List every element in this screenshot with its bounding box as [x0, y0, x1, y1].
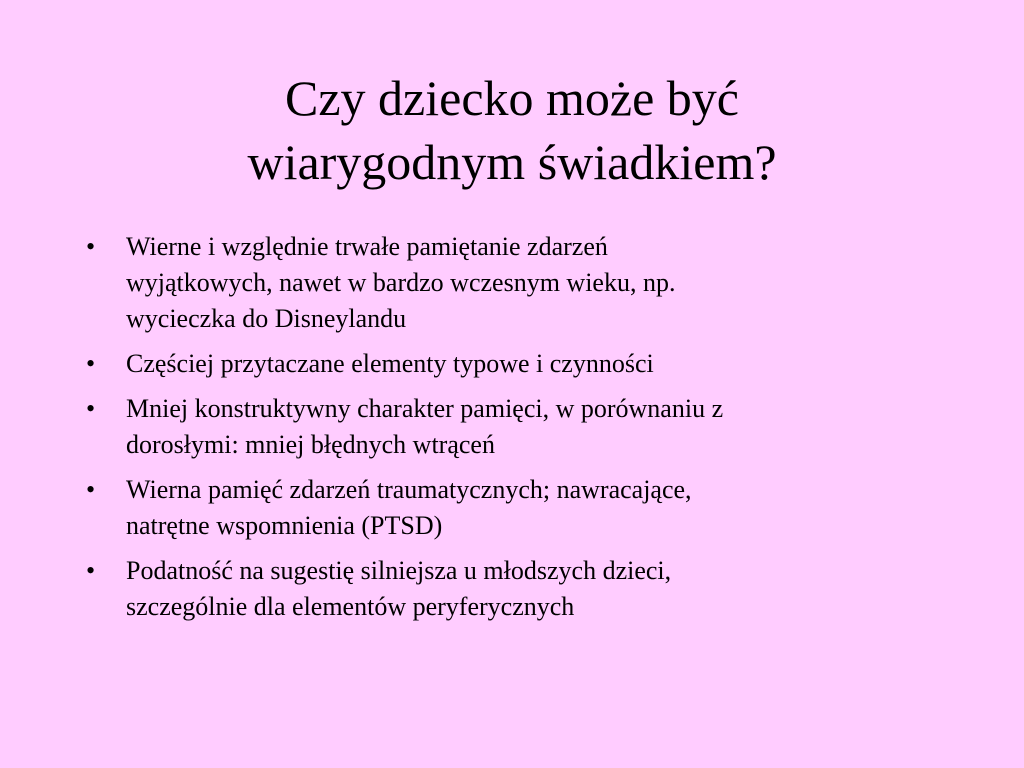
bullet-item-5 — [84, 553, 944, 625]
bullet-text-line: Podatność na sugestię silniejsza u młodszych dzieci, — [126, 556, 672, 585]
bullet-text-line: Wierne i względnie trwałe pamiętanie zdarzeń — [126, 232, 608, 261]
bullet-text-line: Wierna pamięć zdarzeń traumatycznych; nawracające, — [126, 475, 692, 504]
bullet-dot-icon: • — [86, 349, 96, 378]
bullet-text-line: Mniej konstruktywny charakter pamięci, w porównaniu z — [126, 394, 724, 423]
bullet-text-line: natrętne wspomnienia (PTSD) — [126, 511, 443, 540]
bullet-text-line: wycieczka do Disneylandu — [126, 304, 407, 333]
bullet-dot-icon: • — [86, 232, 96, 261]
bullet-item-1 — [84, 229, 944, 337]
bullet-text-line: Częściej przytaczane elementy typowe i czynności — [126, 349, 654, 378]
bullet-dot-icon: • — [86, 394, 96, 423]
slide-title — [60, 66, 964, 194]
bullet-dot-icon: • — [86, 475, 96, 504]
bullet-dot-icon: • — [86, 556, 96, 585]
bullet-text-line: szczególnie dla elementów peryferycznych — [126, 592, 575, 621]
slide-title-line-1: Czy dziecko może być — [285, 70, 739, 126]
bullet-text-line: wyjątkowych, nawet w bardzo wczesnym wieku, np. — [126, 268, 676, 297]
bullet-item-2 — [84, 346, 944, 382]
slide-title-line-2: wiarygodnym świadkiem? — [247, 134, 777, 190]
bullet-text-line: dorosłymi: mniej błędnych wtrąceń — [126, 430, 495, 459]
bullet-item-4 — [84, 472, 944, 544]
bullet-item-3 — [84, 391, 944, 463]
bullet-list — [84, 229, 944, 634]
